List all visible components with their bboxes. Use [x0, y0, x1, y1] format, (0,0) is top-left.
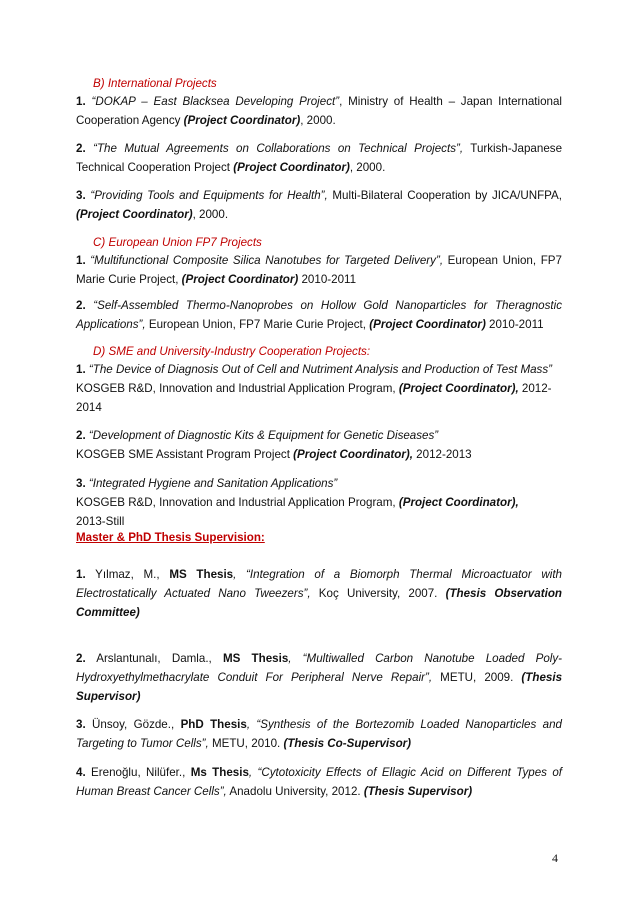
project-body: KOSGEB R&D, Innovation and Industrial Application Program, — [76, 382, 399, 395]
thesis-title: , “Synthesis of the Bortezomib Loaded Nanoparticles and Targeting to Tumor Cells”, — [76, 718, 562, 750]
project-role: (Project Coordinator) — [233, 161, 350, 174]
item-number: 2. — [76, 652, 86, 665]
thesis-degree: PhD Thesis — [180, 718, 247, 731]
thesis-role: (Thesis Supervisor) — [363, 785, 473, 798]
eu-project-1 — [76, 251, 562, 289]
project-body: European Union, FP7 Marie Curie Project, — [145, 318, 370, 331]
project-role: (Project Coordinator), — [398, 496, 519, 509]
thesis-item-1 — [76, 565, 562, 622]
project-title: “The Mutual Agreements on Collaborations on Technical Projects”, — [93, 142, 464, 155]
item-number: 3. — [76, 718, 86, 731]
project-body: KOSGEB SME Assistant Program Project — [76, 448, 294, 461]
project-title: “Multifunctional Composite Silica Nanotubes for Targeted Delivery”, — [90, 254, 444, 267]
project-title: “Providing Tools and Equipments for Health”, — [90, 189, 328, 202]
project-year: 2012-2014 — [76, 382, 552, 414]
item-number: 2. — [76, 429, 86, 442]
project-title: “Integrated Hygiene and Sanitation Applications” — [88, 477, 338, 490]
thesis-institution: Anadolu University, 2012. — [226, 785, 364, 798]
project-body: Turkish-Japanese Technical Cooperation Project — [76, 142, 563, 174]
student-name: Erenoğlu, Nilüfer., — [85, 766, 191, 779]
student-name: Yılmaz, M., — [85, 568, 170, 581]
thesis-title: , “Integration of a Biomorph Thermal Microactuator with Electrostatically Actuated Nano Tweezers”, — [76, 568, 562, 600]
thesis-supervision-heading: Master & PhD Thesis Supervision: — [76, 531, 265, 544]
thesis-institution: METU, 2010. — [208, 737, 284, 750]
project-title-line — [76, 360, 562, 379]
project-year: 2010-2011 — [298, 273, 357, 286]
project-role: (Project Coordinator) — [183, 114, 301, 127]
item-number: 4. — [76, 766, 86, 779]
sme-project-1 — [76, 360, 562, 417]
project-details — [76, 493, 562, 512]
project-title: “Self-Assembled Thermo-Nanoprobes on Hollow Gold Nanoparticles for Theragnostic Applications”, — [76, 299, 562, 331]
intl-project-1 — [76, 92, 562, 130]
project-title-line — [76, 426, 562, 445]
item-number: 1. — [76, 363, 86, 376]
intl-project-2 — [76, 139, 562, 177]
sme-project-3 — [76, 474, 562, 531]
project-body: KOSGEB R&D, Innovation and Industrial Application Program, — [76, 496, 399, 509]
project-year: 2010-2011 — [485, 318, 544, 331]
thesis-institution: METU, 2009. — [432, 671, 522, 684]
item-number: 1. — [76, 95, 86, 108]
project-year: , 2000. — [349, 161, 386, 174]
project-body: , Ministry of Health – Japan International Cooperation Agency — [76, 95, 562, 127]
sme-projects-heading: D) SME and University-Industry Cooperation Projects: — [93, 345, 371, 358]
student-name: Ünsoy, Gözde., — [85, 718, 181, 731]
thesis-role: (Thesis Observation Committee) — [76, 587, 562, 619]
project-title: “The Device of Diagnosis Out of Cell and Nutriment Analysis and Production of Test Mass” — [88, 363, 553, 376]
sme-project-2 — [76, 426, 562, 464]
international-projects-heading: B) International Projects — [93, 77, 217, 90]
thesis-degree: MS Thesis — [222, 652, 289, 665]
project-body: European Union, FP7 Marie Curie Project, — [76, 254, 562, 286]
item-number: 2. — [76, 142, 86, 155]
thesis-institution: Koç University, 2007. — [310, 587, 446, 600]
project-role: (Project Coordinator), — [398, 382, 519, 395]
project-role: (Project Coordinator) — [369, 318, 486, 331]
thesis-role: (Thesis Co-Supervisor) — [283, 737, 412, 750]
thesis-title: , “Multiwalled Carbon Nanotube Loaded Poly-Hydroxyethylmethacrylate Conduit For Peripheral Nerve Repair”, — [76, 652, 563, 684]
project-role: (Project Coordinator), — [293, 448, 413, 461]
thesis-role: (Thesis Supervisor) — [76, 671, 563, 703]
thesis-degree: Ms Thesis — [190, 766, 249, 779]
project-body: Multi-Bilateral Cooperation by JICA/UNFPA, — [327, 189, 562, 202]
project-year: 2012-2013 — [412, 448, 472, 461]
intl-project-3 — [76, 186, 562, 224]
thesis-item-4 — [76, 763, 562, 801]
project-year: , 2000. — [300, 114, 336, 127]
thesis-title: , “Cytotoxicity Effects of Ellagic Acid on Different Types of Human Breast Cancer Cells”, — [76, 766, 562, 798]
item-number: 1. — [76, 254, 86, 267]
item-number: 3. — [76, 189, 86, 202]
page-number: 4 — [552, 851, 558, 865]
project-details — [76, 379, 562, 417]
project-year: , 2000. — [192, 208, 229, 221]
project-title-line — [76, 474, 562, 493]
project-details — [76, 445, 562, 464]
eu-projects-heading: C) European Union FP7 Projects — [93, 236, 262, 249]
thesis-item-3 — [76, 715, 562, 753]
thesis-degree: MS Thesis — [169, 568, 234, 581]
item-number: 3. — [76, 477, 86, 490]
item-number: 1. — [76, 568, 86, 581]
project-title: “Development of Diagnostic Kits & Equipment for Genetic Diseases” — [88, 429, 439, 442]
project-year: 2013-Still — [76, 515, 125, 528]
thesis-item-2 — [76, 649, 562, 706]
student-name: Arslantunalı, Damla., — [85, 652, 223, 665]
project-role: (Project Coordinator) — [76, 208, 193, 221]
project-title: “DOKAP – East Blacksea Developing Project” — [91, 95, 340, 108]
eu-project-2 — [76, 296, 562, 334]
item-number: 2. — [76, 299, 86, 312]
project-role: (Project Coordinator) — [181, 273, 299, 286]
